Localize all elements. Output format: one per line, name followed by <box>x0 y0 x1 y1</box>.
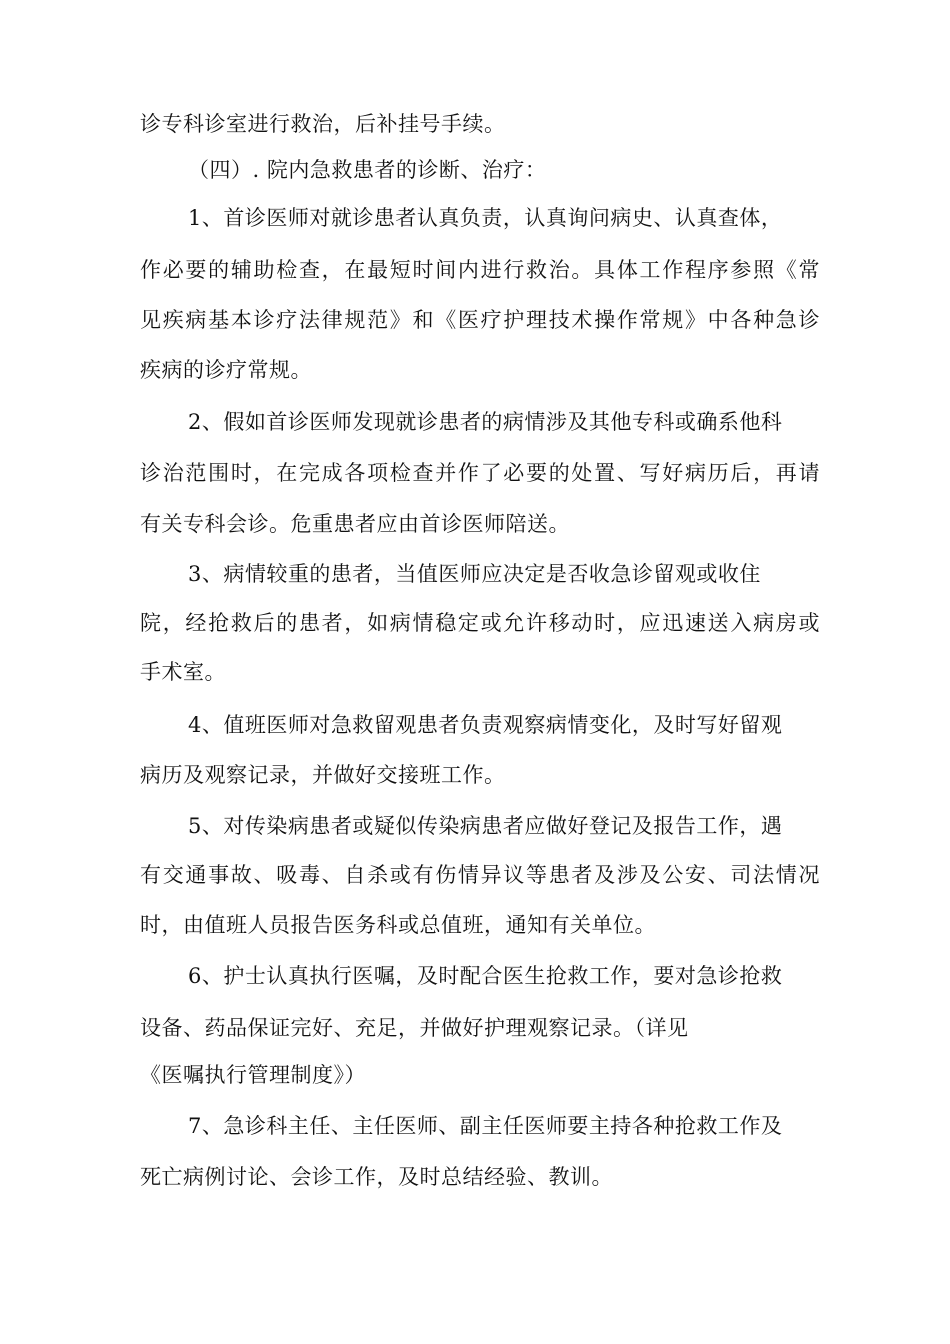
text-line: 《医嘱执行管理制度》） <box>140 1063 366 1087</box>
text-line: 疾病的诊疗常规。 <box>140 358 312 382</box>
text-line: 病历及观察记录，并做好交接班工作。 <box>140 763 506 787</box>
section-heading: （四）. 院内急救患者的诊断、治疗： <box>188 158 547 182</box>
text-line: 6、护士认真执行医嘱，及时配合医生抢救工作，要对急诊抢救 <box>188 964 783 988</box>
text-line: 3、病情较重的患者，当值医师应决定是否收急诊留观或收住 <box>188 562 761 586</box>
text-line: 设备、药品保证完好、充足，并做好护理观察记录。（详见 <box>140 1016 689 1040</box>
text-line: 见疾病基本诊疗法律规范》和《医疗护理技术操作常规》中各种急诊 <box>140 308 820 332</box>
text-line: 1、首诊医师对就诊患者认真负责，认真询问病史、认真查体， <box>188 206 783 230</box>
text-line: 7、急诊科主任、主任医师、副主任医师要主持各种抢救工作及 <box>188 1114 783 1138</box>
text-line: 有关专科会诊。危重患者应由首诊医师陪送。 <box>140 512 570 536</box>
text-line: 2、假如首诊医师发现就诊患者的病情涉及其他专科或确系他科 <box>188 410 783 434</box>
text-line: 院，经抢救后的患者，如病情稳定或允许移动时，应迅速送入病房或 <box>140 611 820 635</box>
text-line: 作必要的辅助检查，在最短时间内进行救治。具体工作程序参照《常 <box>140 258 820 282</box>
text-line: 5、对传染病患者或疑似传染病患者应做好登记及报告工作，遇 <box>188 814 783 838</box>
text-line: 4、值班医师对急救留观患者负责观察病情变化，及时写好留观 <box>188 713 783 737</box>
text-line: 有交通事故、吸毒、自杀或有伤情异议等患者及涉及公安、司法情况 <box>140 863 820 887</box>
text-line: 手术室。 <box>140 660 226 684</box>
text-line: 诊治范围时，在完成各项检查并作了必要的处置、写好病历后，再请 <box>140 461 820 485</box>
text-line: 诊专科诊室进行救治，后补挂号手续。 <box>140 112 506 136</box>
text-line: 死亡病例讨论、会诊工作，及时总结经验、教训。 <box>140 1165 613 1189</box>
text-line: 时，由值班人员报告医务科或总值班，通知有关单位。 <box>140 913 656 937</box>
